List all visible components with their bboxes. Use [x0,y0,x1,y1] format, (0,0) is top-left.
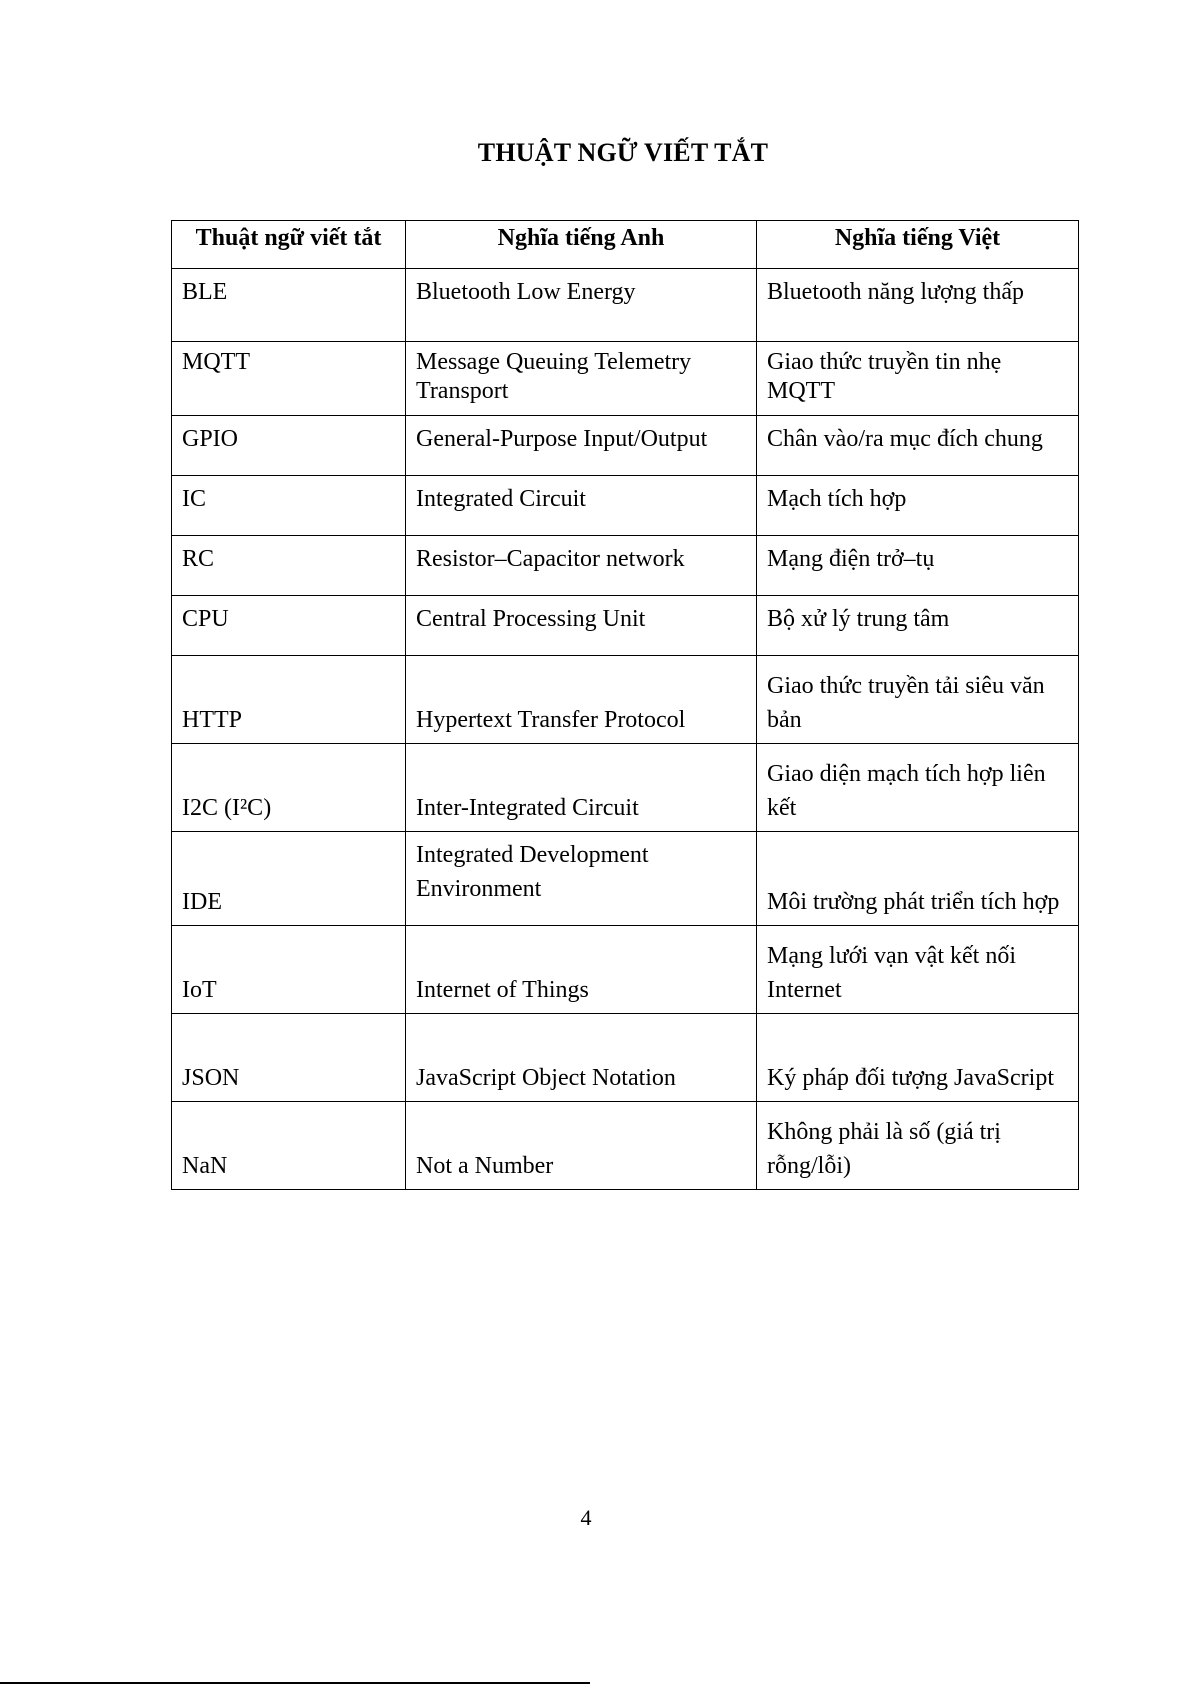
table-row [172,744,1079,832]
page-number: 4 [580,1505,592,1530]
table-row [172,269,1079,342]
english-meaning-cell: Central Processing Unit [406,596,757,656]
abbreviation-cell: GPIO [172,416,406,476]
abbreviation-cell: CPU [172,596,406,656]
table-row [172,342,1079,416]
english-meaning-cell: Integrated Development Environment [406,832,757,926]
abbreviation-cell: HTTP [172,656,406,744]
bottom-divider [0,1682,590,1684]
abbreviation-cell: BLE [172,269,406,342]
table-row [172,536,1079,596]
english-meaning-cell: Inter-Integrated Circuit [406,744,757,832]
abbreviation-cell: JSON [172,1014,406,1102]
abbreviation-cell: MQTT [172,342,406,416]
abbreviation-table [171,220,1079,1190]
vietnamese-meaning-cell: Không phải là số (giá trị rỗng/lỗi) [757,1102,1079,1190]
table-header-row [172,221,1079,269]
english-meaning-cell: Bluetooth Low Energy [406,269,757,342]
table-row [172,656,1079,744]
vietnamese-meaning-cell: Mạch tích hợp [757,476,1079,536]
abbreviation-cell: NaN [172,1102,406,1190]
vietnamese-meaning-cell: Bộ xử lý trung tâm [757,596,1079,656]
english-meaning-cell: Message Queuing Telemetry Transport [406,342,757,416]
header-english-meaning: Nghĩa tiếng Anh [406,221,757,269]
table-row [172,416,1079,476]
english-meaning-cell: Not a Number [406,1102,757,1190]
vietnamese-meaning-cell: Môi trường phát triển tích hợp [757,832,1079,926]
abbreviation-cell: IoT [172,926,406,1014]
table-row [172,476,1079,536]
vietnamese-meaning-cell: Chân vào/ra mục đích chung [757,416,1079,476]
english-meaning-cell: JavaScript Object Notation [406,1014,757,1102]
table-row [172,926,1079,1014]
page-title: THUẬT NGỮ VIẾT TẮT [477,138,769,167]
header-abbreviation: Thuật ngữ viết tắt [172,221,406,269]
table-row [172,1014,1079,1102]
vietnamese-meaning-cell: Giao thức truyền tin nhẹ MQTT [757,342,1079,416]
vietnamese-meaning-cell: Ký pháp đối tượng JavaScript [757,1014,1079,1102]
table-row [172,596,1079,656]
english-meaning-cell: Hypertext Transfer Protocol [406,656,757,744]
table-row [172,1102,1079,1190]
vietnamese-meaning-cell: Mạng lưới vạn vật kết nối Internet [757,926,1079,1014]
vietnamese-meaning-cell: Giao diện mạch tích hợp liên kết [757,744,1079,832]
abbreviation-cell: I2C (I²C) [172,744,406,832]
abbreviation-cell: IC [172,476,406,536]
english-meaning-cell: Resistor–Capacitor network [406,536,757,596]
vietnamese-meaning-cell: Bluetooth năng lượng thấp [757,269,1079,342]
abbreviation-cell: RC [172,536,406,596]
vietnamese-meaning-cell: Giao thức truyền tải siêu văn bản [757,656,1079,744]
english-meaning-cell: Integrated Circuit [406,476,757,536]
vietnamese-meaning-cell: Mạng điện trở–tụ [757,536,1079,596]
abbreviation-cell: IDE [172,832,406,926]
table-row [172,832,1079,926]
header-vietnamese-meaning: Nghĩa tiếng Việt [757,221,1079,269]
english-meaning-cell: General-Purpose Input/Output [406,416,757,476]
english-meaning-cell: Internet of Things [406,926,757,1014]
